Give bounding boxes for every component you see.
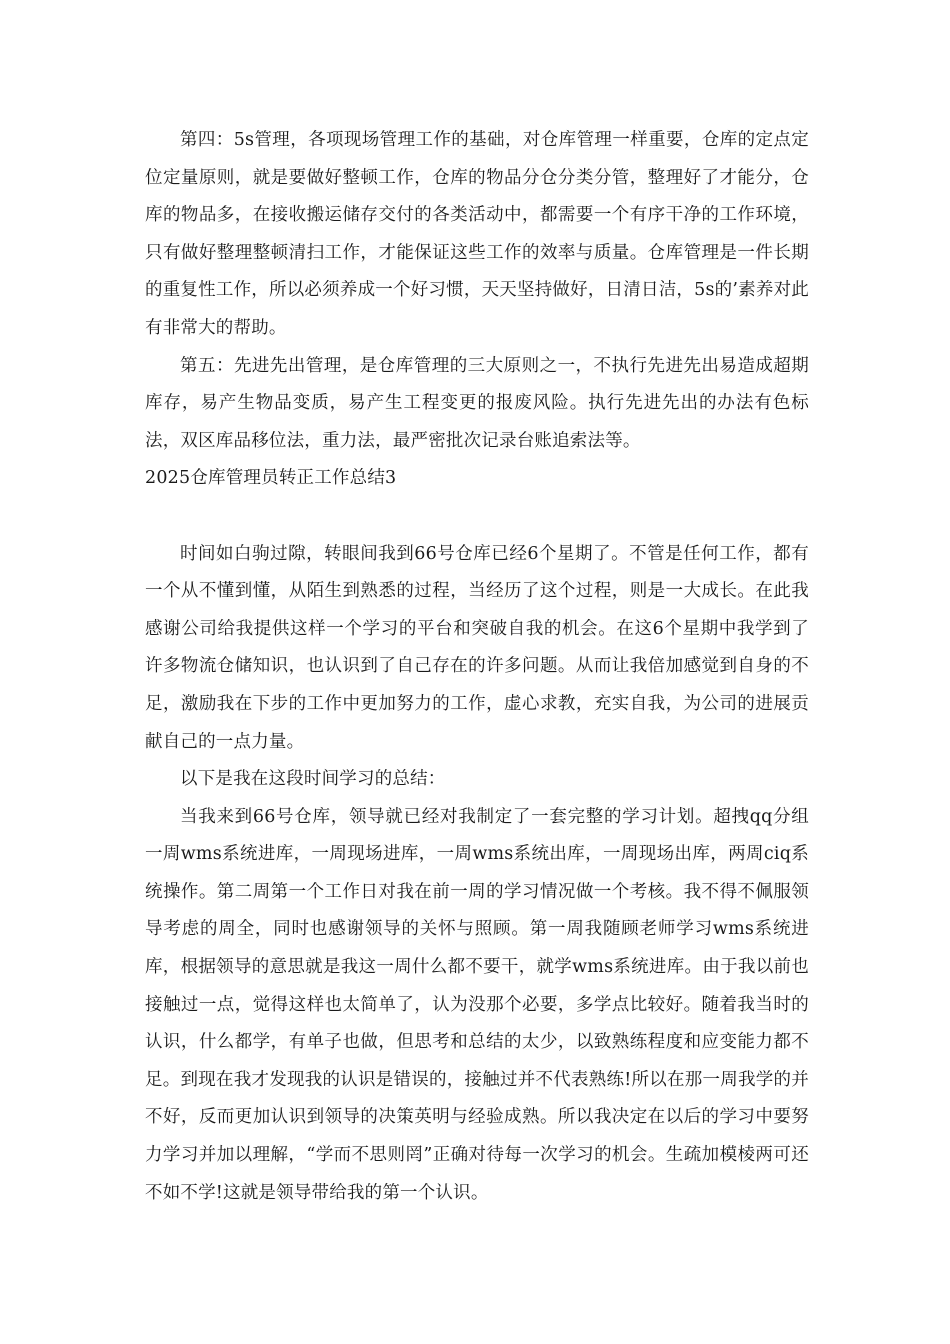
paragraph-fifth-fifo: 第五：先进先出管理，是仓库管理的三大原则之一，不执行先进先出易造成超期库存，易产生物品变质，易产生工程变更的报废风险。执行先进先出的办法有色标法，双区库品移位法，重力法，最严密批次记录台账追索法等。 (145, 355, 809, 451)
paragraph-learning-plan: 当我来到66号仓库，领导就已经对我制定了一套完整的学习计划。超拽qq分组一周wms系统进库，一周现场进库，一周wms系统出库，一周现场出库，两周ciq系统操作。第二周第一个工作日对我在前一周的学习情况做一个考核。我不得不佩服领导考虑的周全，同时也感谢领导的关怀与照顾。第一周我随顾老师学习wms系统进库，根据领导的意思就是我这一周什么都不要干，就学wms系统进库。由于我以前也接触过一点，觉得这样也太简单了，认为没那个必要，多学点比较好。随着我当时的认识，什么都学，有单子也做，但思考和总结的太少，以致熟练程度和应变能力都不足。到现在我才发现我的认识是错误的，接触过并不代表熟练!所以在那一周我学的并不好，反而更加认识到领导的决策英明与经验成熟。所以我决定在以后的学习中要努力学习并加以理解，“学而不思则罔”正确对待每一次学习的机会。生疏加模棱两可还不如不学!这就是领导带给我的第一个认识。 (145, 806, 809, 1203)
paragraph-summary-lead: 以下是我在这段时间学习的总结： (180, 769, 446, 790)
paragraph-intro: 时间如白驹过隙，转眼间我到66号仓库已经6个星期了。不管是任何工作，都有一个从不懂到懂，从陌生到熟悉的过程，当经历了这个过程，则是一大成长。在此我感谢公司给我提供这样一个学习的平台和突破自我的机会。在这6个星期中我学到了许多物流仓储知识，也认识到了自己存在的许多问题。从而让我倍加感觉到自身的不足，激励我在下步的工作中更加努力的工作，虚心求教，充实自我，为公司的进展贡献自己的一点力量。 (145, 543, 809, 752)
section-title: 2025仓库管理员转正工作总结3 (145, 468, 397, 489)
blank-line (145, 498, 809, 536)
paragraph-fourth-5s: 第四：5s管理，各项现场管理工作的基础，对仓库管理一样重要，仓库的定点定位定量原则，就是要做好整顿工作，仓库的物品分仓分类分管，整理好了才能分，仓库的物品多，在接收搬运储存交付的各类活动中，都需要一个有序干净的工作环境，只有做好整理整顿清扫工作，才能保证这些工作的效率与质量。仓库管理是一件长期的重复性工作，所以必须养成一个好习惯，天天坚持做好，日清日洁，5s的’素养对此有非常大的帮助。 (145, 130, 809, 338)
document-body (145, 122, 809, 1212)
